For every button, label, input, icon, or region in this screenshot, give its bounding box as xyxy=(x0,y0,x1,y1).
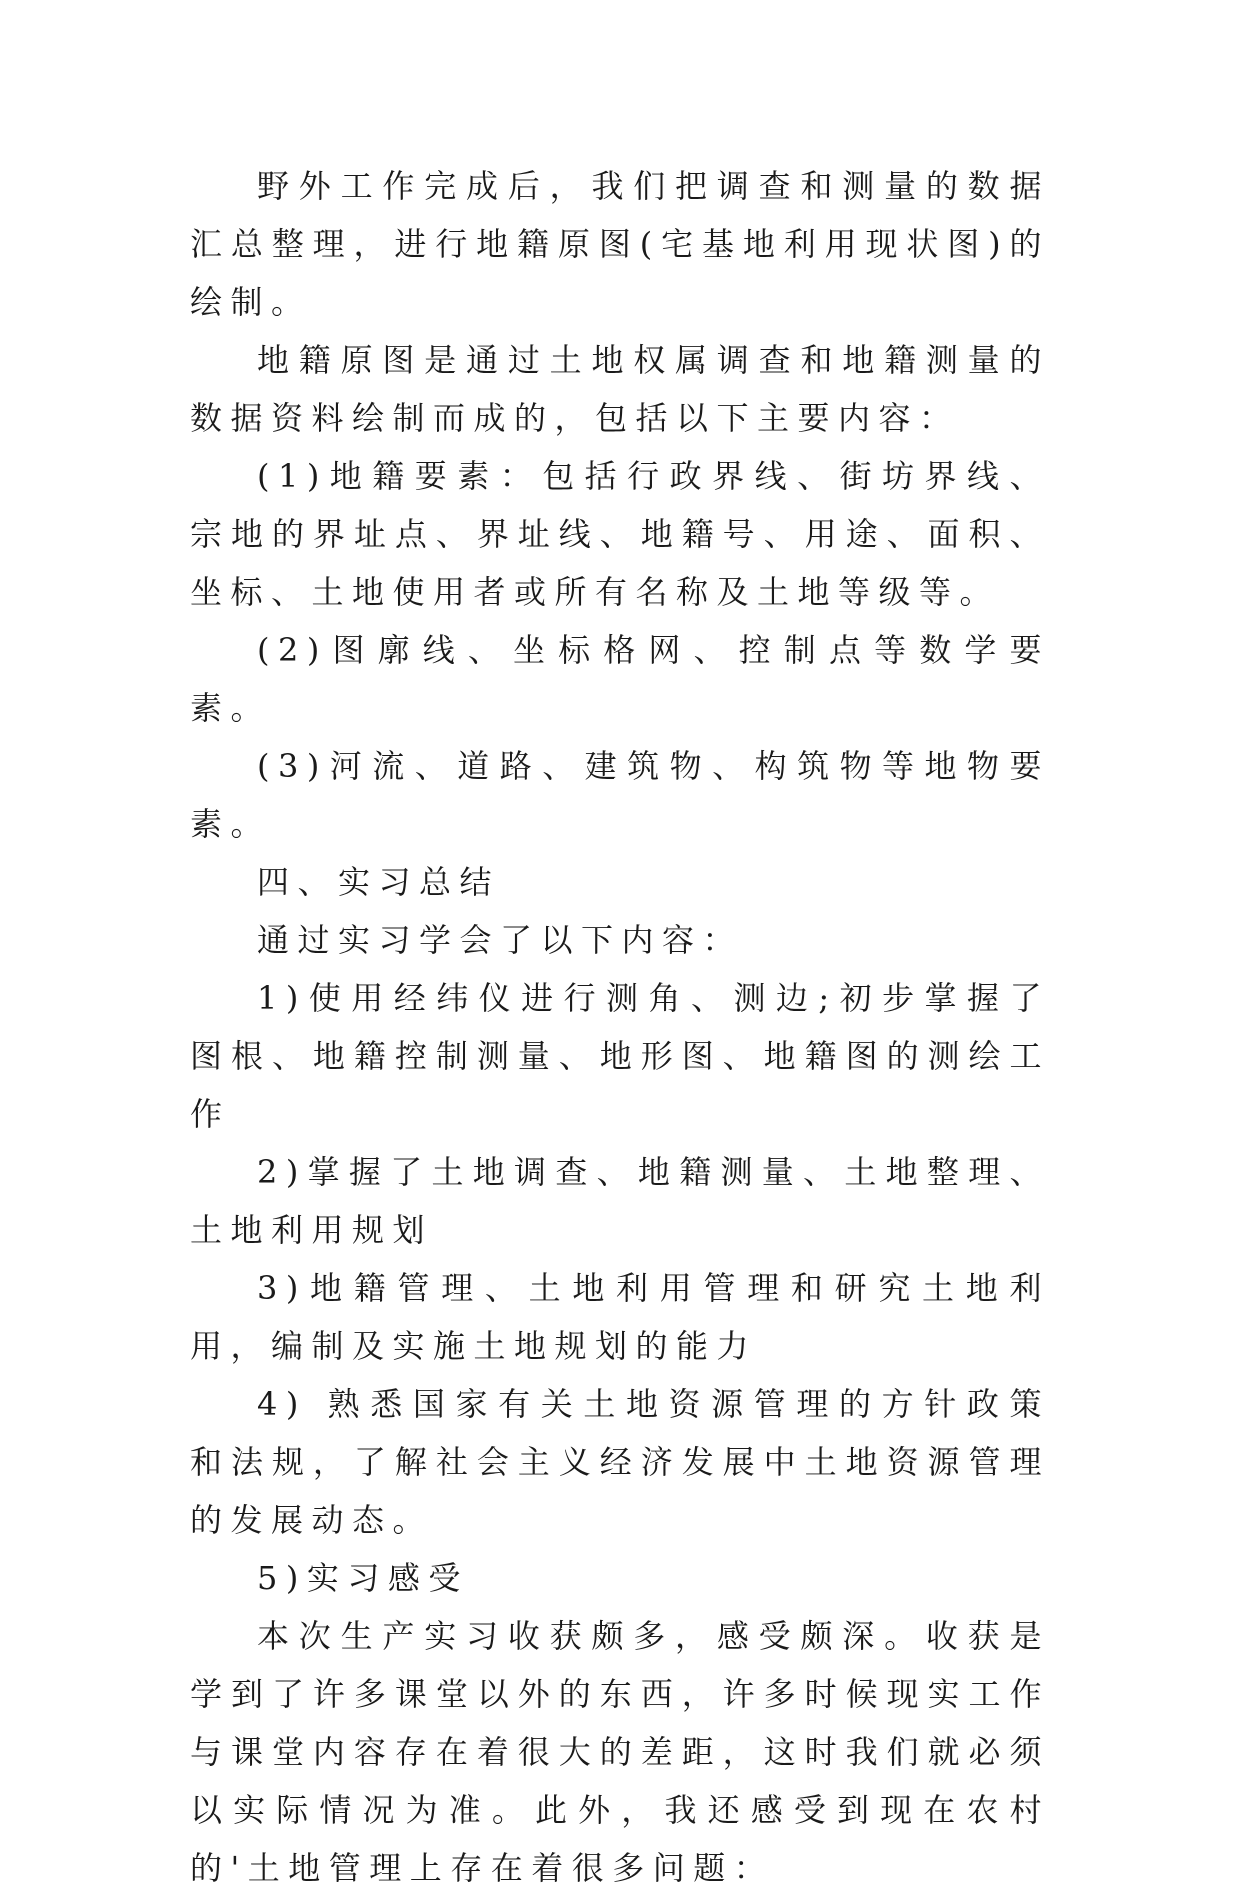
paragraph: (1)地籍要素：包括行政界线、街坊界线、宗地的界址点、界址线、地籍号、用途、面积、坐标、土地使用者或所有名称及土地等级等。 xyxy=(190,457,1050,611)
list-item: 4) 熟悉国家有关土地资源管理的方针政策和法规，了解社会主义经济发展中土地资源管理的发展动态。 xyxy=(190,1385,1050,1539)
list-item: 1)使用经纬仪进行测角、测边;初步掌握了图根、地籍控制测量、地形图、地籍图的测绘工作 xyxy=(190,979,1050,1133)
paragraph: 通过实习学会了以下内容： xyxy=(257,921,744,959)
paragraph: 本次生产实习收获颇多，感受颇深。收获是学到了许多课堂以外的东西，许多时候现实工作与课堂内容存在着很大的差距，这时我们就必须以实际情况为准。此外，我还感受到现在农村的'土地管理上存在着很多问题： xyxy=(190,1617,1050,1887)
section-heading: 四、实习总结 xyxy=(257,863,501,901)
list-item: 5)实习感受 xyxy=(257,1559,469,1597)
document-body xyxy=(190,157,1050,1897)
list-item: 2)掌握了土地调查、地籍测量、土地整理、土地利用规划 xyxy=(190,1153,1050,1249)
paragraph: 地籍原图是通过土地权属调查和地籍测量的数据资料绘制而成的，包括以下主要内容： xyxy=(190,341,1050,437)
list-item: 3)地籍管理、土地利用管理和研究土地利用，编制及实施土地规划的能力 xyxy=(190,1269,1050,1365)
paragraph: 野外工作完成后，我们把调查和测量的数据汇总整理，进行地籍原图(宅基地利用现状图)的绘制。 xyxy=(190,167,1050,321)
paragraph: (2)图廓线、坐标格网、控制点等数学要素。 xyxy=(190,631,1050,727)
paragraph: (3)河流、道路、建筑物、构筑物等地物要素。 xyxy=(190,747,1050,843)
